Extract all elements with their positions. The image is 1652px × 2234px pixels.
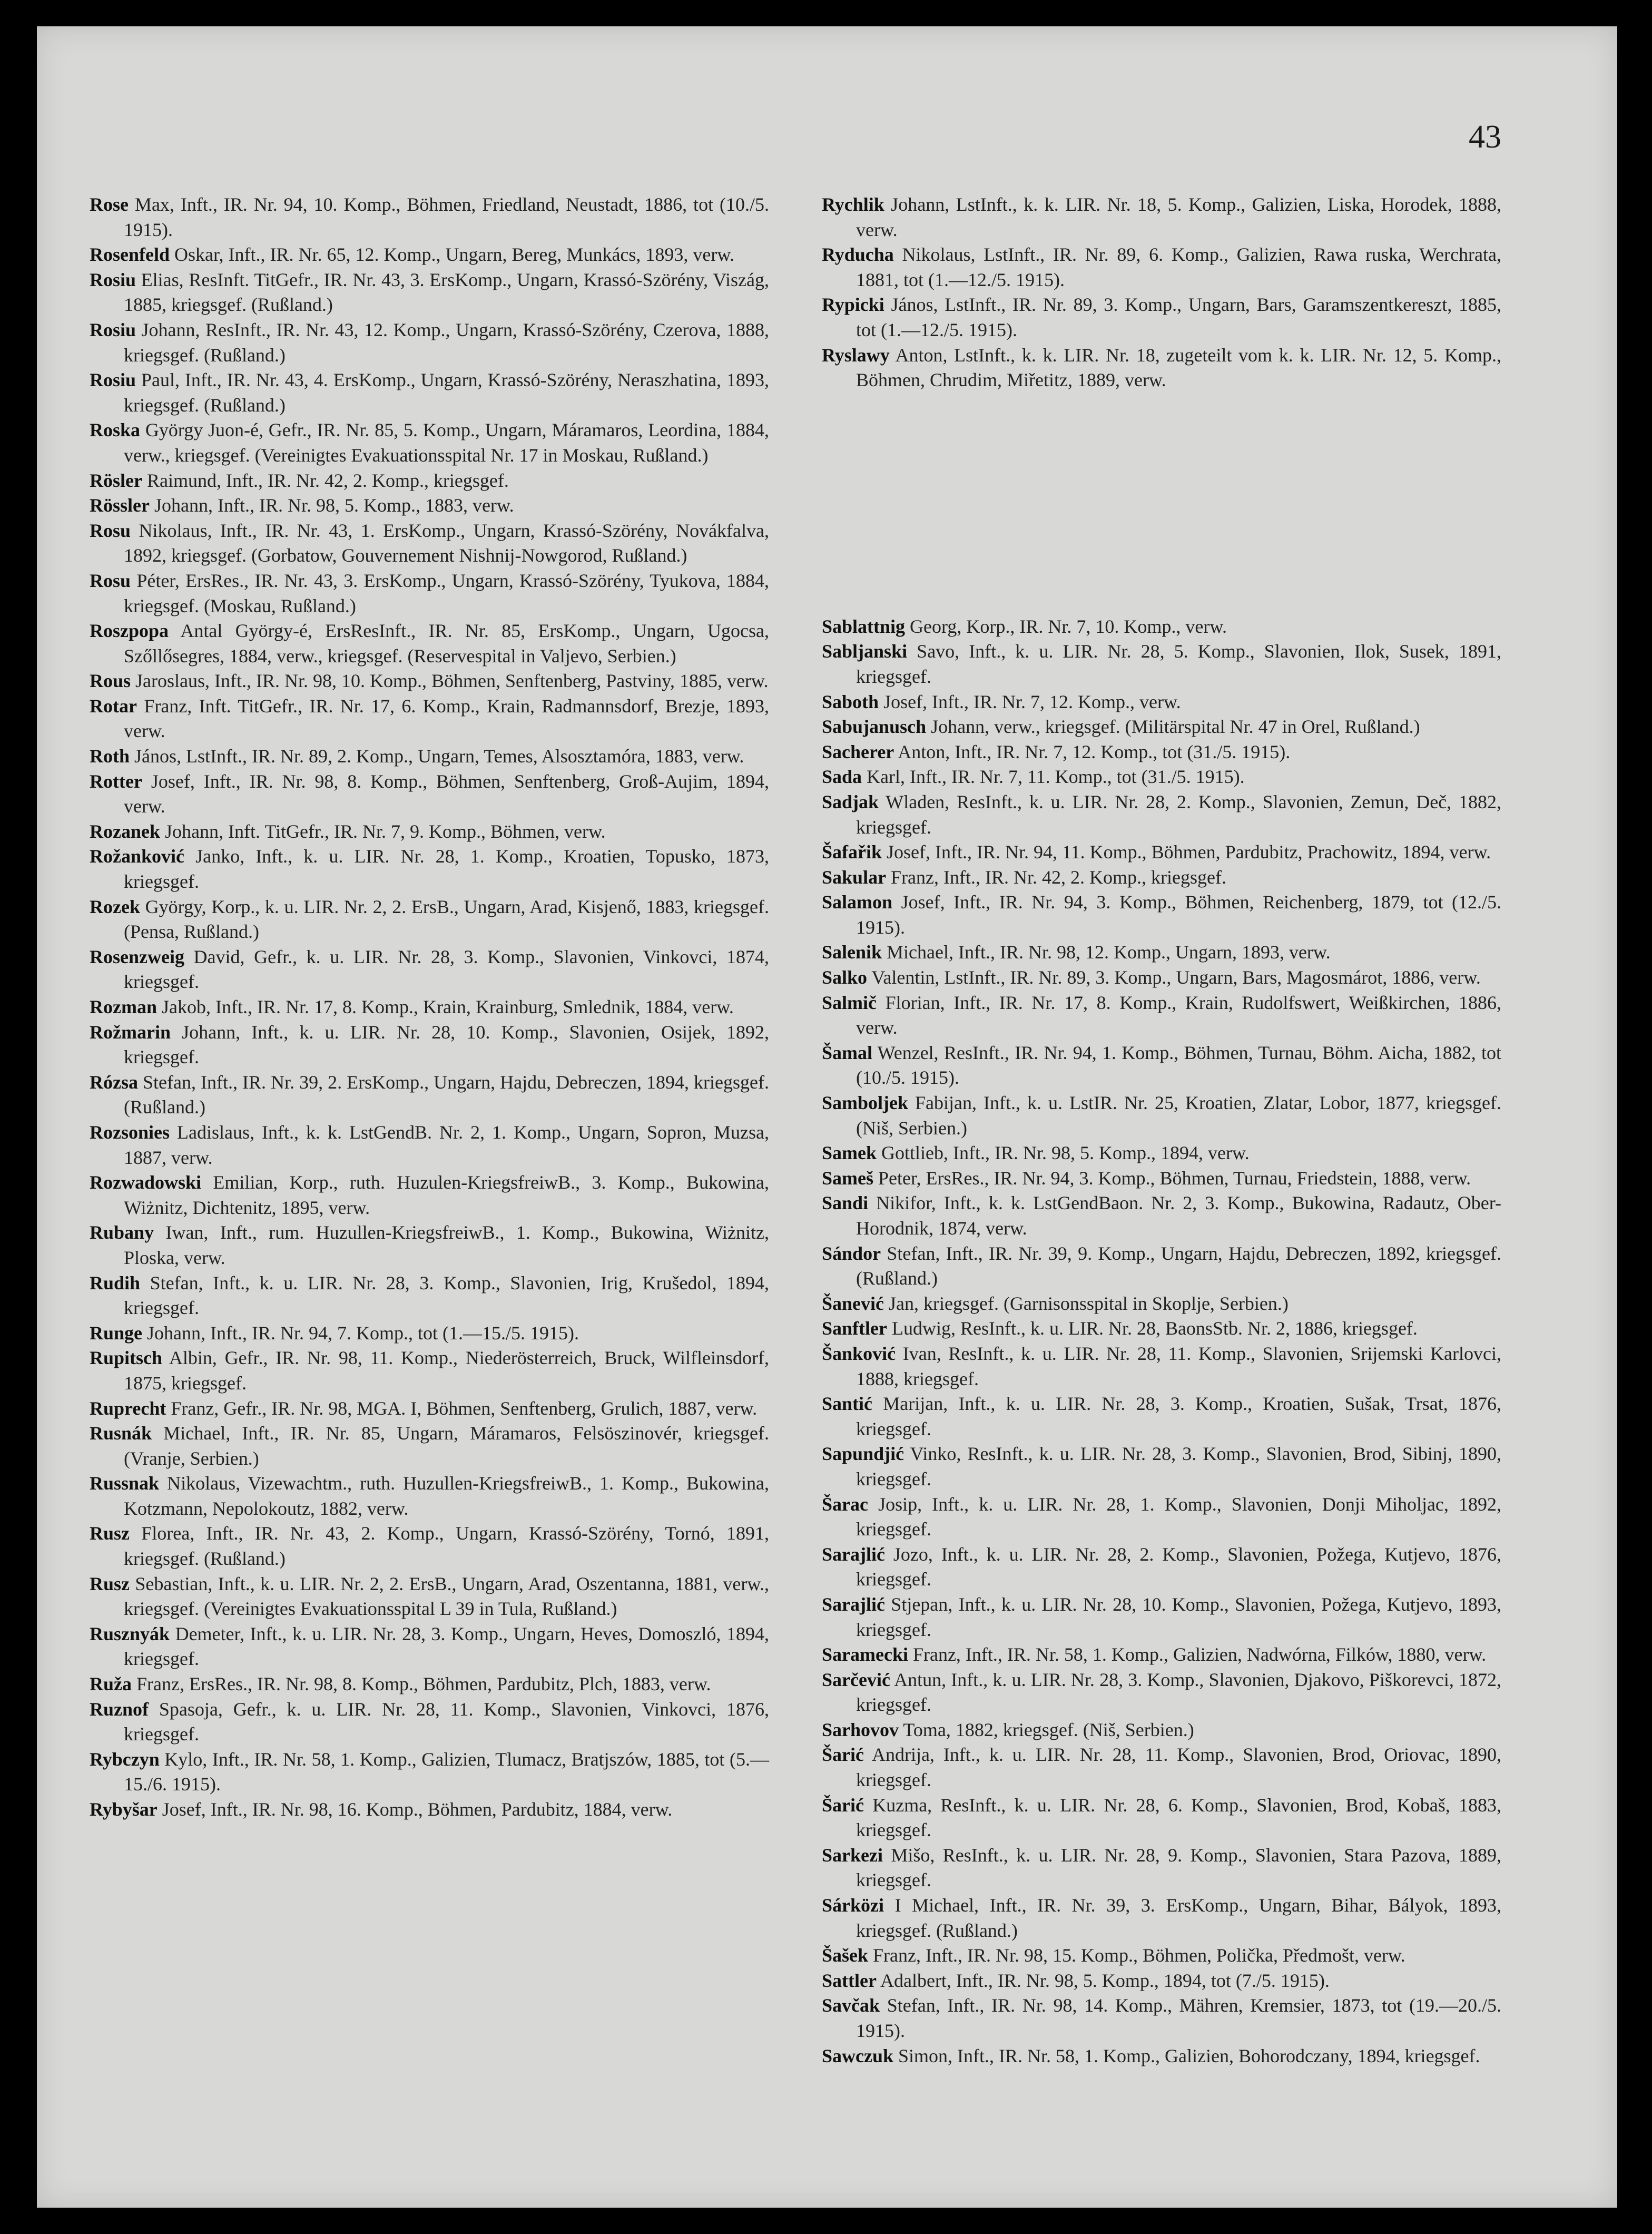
entry-surname: Sarajlić [822,1543,885,1565]
entry-details: Spasoja, Gefr., k. u. LIR. Nr. 28, 11. Komp., Slavonien, Vinkovci, 1876, kriegsgef. [124,1698,769,1745]
entry-details: Toma, 1882, kriegsgef. (Niš, Serbien.) [899,1719,1194,1740]
entry-details: Raimund, Inft., IR. Nr. 42, 2. Komp., kriegsgef. [142,469,509,491]
entry-surname: Rozsonies [90,1121,170,1143]
page-number: 43 [1469,119,1501,155]
entry-surname: Roszpopa [90,620,169,642]
entry-details: Albin, Gefr., IR. Nr. 98, 11. Komp., Niederösterreich, Bruck, Wilfleinsdorf, 1875, kriegsgef. [124,1347,769,1394]
entry-details: Ludwig, ResInft., k. u. LIR. Nr. 28, BaonsStb. Nr. 2, 1886, kriegsgef. [887,1318,1418,1339]
entry-surname: Rozek [90,896,140,917]
right-column-r-entries [822,192,1501,393]
entry-details: Adalbert, Inft., IR. Nr. 98, 5. Komp., 1894, tot (7./5. 1915). [876,1970,1330,1991]
entry-surname: Sattler [822,1970,877,1991]
register-entry [822,965,1501,991]
entry-details: Stefan, Inft., IR. Nr. 39, 9. Komp., Ungarn, Hajdu, Debreczen, 1892, kriegsgef. (Rußland.) [856,1242,1501,1289]
register-entry [90,619,769,669]
register-entry [90,242,769,268]
register-entry [90,1572,769,1622]
entry-surname: Rosenzweig [90,946,184,967]
entry-surname: Sárközi [822,1895,884,1916]
entry-details: Franz, Inft., IR. Nr. 42, 2. Komp., kriegsgef. [886,866,1226,888]
entry-surname: Rosiu [90,319,136,340]
entry-details: Fabijan, Inft., k. u. LstIR. Nr. 25, Kroatien, Zlatar, Lobor, 1877, kriegsgef. (Niš, Serbien.) [856,1092,1501,1139]
entry-details: Stefan, Inft., IR. Nr. 39, 2. ErsKomp., Ungarn, Hajdu, Debreczen, 1894, kriegsgef. (Rußland.) [124,1071,769,1118]
register-entry [90,1797,769,1823]
entry-surname: Saramecki [822,1644,908,1665]
register-entry [90,368,769,418]
entry-surname: Rösler [90,469,142,491]
entry-details: Oskar, Inft., IR. Nr. 65, 12. Komp., Ungarn, Bereg, Munkács, 1893, verw. [170,244,735,266]
register-entry [822,1718,1501,1743]
register-entry [90,493,769,518]
register-entry [822,639,1501,689]
entry-details: Johann, Inft. TitGefr., IR. Nr. 7, 9. Komp., Böhmen, verw. [160,820,606,842]
register-entry [822,1542,1501,1592]
register-entry [90,995,769,1020]
register-entry [822,1742,1501,1792]
register-entry [822,614,1501,640]
entry-details: Sebastian, Inft., k. u. LIR. Nr. 2, 2. ErsB., Ungarn, Arad, Oszentanna, 1881, verw., kriegsgef. (Vereinigtes Evakuationsspital L 39 in Tula, Rußland.) [124,1573,769,1620]
entry-surname: Šašek [822,1945,869,1966]
entry-details: Johann, Inft., IR. Nr. 98, 5. Komp., 1883, verw. [149,495,514,516]
entry-surname: Salko [822,967,868,988]
entry-surname: Rychlik [822,194,884,215]
register-entry [90,769,769,819]
entry-surname: Rypicki [822,294,884,316]
register-entry [90,1697,769,1747]
register-entry [90,694,769,744]
entry-details: Ivan, ResInft., k. u. LIR. Nr. 28, 11. Komp., Slavonien, Srijemski Karlovci, 1888, kriegsgef. [856,1343,1501,1389]
entry-surname: Roth [90,746,130,767]
entry-surname: Šarić [822,1744,864,1766]
entry-details: Janko, Inft., k. u. LIR. Nr. 28, 1. Komp., Kroatien, Topusko, 1873, kriegsgef. [124,846,769,893]
register-entry [90,895,769,945]
register-entry [822,1191,1501,1241]
entry-details: Franz, Inft., IR. Nr. 58, 1. Komp., Galizien, Nadwórna, Filków, 1880, verw. [908,1644,1487,1665]
entry-surname: Salenik [822,942,882,963]
entry-details: Florian, Inft., IR. Nr. 17, 8. Komp., Krain, Rudolfswert, Weißkirchen, 1886, verw. [856,992,1501,1038]
register-entry [822,1668,1501,1718]
entry-surname: Rosenfeld [90,244,170,266]
entry-details: Simon, Inft., IR. Nr. 58, 1. Komp., Galizien, Bohorodczany, 1894, kriegsgef. [893,2045,1480,2066]
register-entry [822,1241,1501,1291]
entry-surname: Rosiu [90,369,136,391]
entry-details: Stefan, Inft., k. u. LIR. Nr. 28, 3. Komp., Slavonien, Irig, Krušedol, 1894, kriegsgef. [124,1272,769,1319]
register-entry [822,1442,1501,1492]
register-entry [90,1271,769,1321]
entry-details: Elias, ResInft. TitGefr., IR. Nr. 43, 3. ErsKomp., Ungarn, Krassó-Szörény, Viszág, 1885, kriegsgef. (Rußland.) [124,269,769,316]
entry-details: Vinko, ResInft., k. u. LIR. Nr. 28, 3. Komp., Slavonien, Brod, Sibinj, 1890, kriegsgef. [856,1443,1501,1490]
entry-surname: Sarkezi [822,1844,883,1866]
register-entry [822,1041,1501,1091]
entry-details: Wenzel, ResInft., IR. Nr. 94, 1. Komp., Böhmen, Turnau, Böhm. Aicha, 1882, tot (10./5. 1915). [856,1042,1501,1089]
register-entry [90,744,769,769]
entry-details: Valentin, LstInft., IR. Nr. 89, 3. Komp., Ungarn, Bars, Magosmárot, 1886, verw. [867,967,1481,988]
entry-details: János, LstInft., IR. Nr. 89, 2. Komp., Ungarn, Temes, Alsosztamóra, 1883, verw. [130,746,744,767]
entry-details: Iwan, Inft., rum. Huzullen-KriegsfreiwB., 1. Komp., Bukowina, Wiżnitz, Ploska, verw. [124,1222,769,1268]
register-entry [90,1220,769,1270]
entry-surname: Samboljek [822,1092,909,1114]
entry-details: Péter, ErsRes., IR. Nr. 43, 3. ErsKomp., Ungarn, Krassó-Szörény, Tyukova, 1884, kriegsgef. (Moskau, Rußland.) [124,570,769,616]
register-entry [822,343,1501,393]
register-entry [90,268,769,318]
right-column-s-entries [822,614,1501,2069]
entry-details: Franz, Gefr., IR. Nr. 98, MGA. I, Böhmen, Senftenberg, Grulich, 1887, verw. [166,1397,758,1419]
entry-details: Karl, Inft., IR. Nr. 7, 11. Komp., tot (31./5. 1915). [862,766,1245,788]
entry-details: Jan, kriegsgef. (Garnisonsspital in Skoplje, Serbien.) [884,1292,1289,1314]
entry-details: Wladen, ResInft., k. u. LIR. Nr. 28, 2. Komp., Slavonien, Zemun, Deč, 1882, kriegsgef. [856,791,1501,838]
entry-details: Antun, Inft., k. u. LIR. Nr. 28, 3. Komp., Slavonien, Djakovo, Piškorevci, 1872, kriegsgef. [856,1669,1501,1716]
entry-details: Andrija, Inft., k. u. LIR. Nr. 28, 11. Komp., Slavonien, Brod, Oriovac, 1890, kriegsgef. [856,1744,1501,1791]
entry-details: Ladislaus, Inft., k. k. LstGendB. Nr. 2, 1. Komp., Ungarn, Sopron, Muzsa, 1887, verw. [124,1121,769,1168]
register-entry [90,418,769,468]
entry-surname: Rose [90,194,129,215]
entry-surname: Rubany [90,1222,154,1243]
entry-details: Josef, Inft., IR. Nr. 98, 16. Komp., Böhmen, Pardubitz, 1884, verw. [157,1799,673,1820]
register-entry [822,991,1501,1041]
entry-surname: Samek [822,1142,877,1164]
entry-surname: Sarhovov [822,1719,899,1740]
entry-surname: Sapundjić [822,1443,904,1465]
register-entry [822,940,1501,965]
entry-surname: Saboth [822,691,879,712]
entry-details: Josef, Inft., IR. Nr. 98, 8. Komp., Böhmen, Senftenberg, Groß-Aujim, 1894, verw. [124,770,769,817]
document-page [37,26,1617,2208]
entry-surname: Šanković [822,1343,896,1364]
entry-surname: Sameš [822,1167,873,1189]
register-entry [822,1091,1501,1141]
entry-details: Anton, LstInft., k. k. LIR. Nr. 18, zugeteilt vom k. k. LIR. Nr. 12, 5. Komp., Böhmen, Chrudim, Miřetitz, 1889, verw. [856,344,1501,391]
entry-surname: Rudih [90,1272,141,1294]
register-entry [90,318,769,368]
register-entry [822,1316,1501,1341]
entry-details: Georg, Korp., IR. Nr. 7, 10. Komp., verw. [905,615,1227,637]
left-column [90,192,769,1823]
entry-surname: Sacherer [822,741,894,762]
register-entry [822,790,1501,840]
register-entry [822,1341,1501,1392]
register-entry [822,1968,1501,1994]
entry-details: Emilian, Korp., ruth. Huzulen-KriegsfreiwB., 3. Komp., Bukowina, Wiżnitz, Dichtenitz, 1895, verw. [124,1172,769,1218]
entry-details: Savo, Inft., k. u. LIR. Nr. 28, 5. Komp., Slavonien, Ilok, Susek, 1891, kriegsgef. [856,641,1501,687]
entry-surname: Rotar [90,695,137,717]
entry-surname: Runge [90,1322,143,1344]
register-entry [822,1993,1501,2043]
entry-surname: Rosu [90,570,131,591]
register-entry [822,740,1501,765]
register-entry [822,1793,1501,1843]
register-entry [90,669,769,694]
entry-surname: Rosiu [90,269,136,290]
register-entry [90,518,769,569]
entry-details: Nikolaus, Inft., IR. Nr. 43, 1. ErsKomp., Ungarn, Krassó-Szörény, Novákfalva, 1892, kriegsgef. (Gorbatow, Gouvernement Nishnij-Nowgorod, Rußland.) [124,520,769,566]
entry-details: Johann, LstInft., k. k. LIR. Nr. 18, 5. Komp., Galizien, Liska, Horodek, 1888, verw. [856,194,1501,240]
entry-details: Antal György-é, ErsResInft., IR. Nr. 85, ErsKomp., Ungarn, Ugocsa, Szőllősegres, 1884, verw., kriegsgef. (Reservespital in Valjevo, Serbien.) [124,620,769,667]
register-entry [822,1843,1501,1893]
entry-surname: Rožmarin [90,1021,171,1043]
entry-details: Stjepan, Inft., k. u. LIR. Nr. 28, 10. Komp., Slavonien, Požega, Kutjevo, 1893, kriegsgef. [856,1593,1501,1640]
entry-surname: Salmič [822,992,877,1013]
entry-details: Peter, ErsRes., IR. Nr. 94, 3. Komp., Böhmen, Turnau, Friedstein, 1888, verw. [873,1167,1471,1189]
entry-details: Michael, Inft., IR. Nr. 85, Ungarn, Máramaros, Felsöszinovér, kriegsgef. (Vranje, Serbien.) [124,1423,769,1469]
entry-surname: Šafařik [822,841,882,863]
register-entry [90,844,769,894]
entry-details: Nikolaus, Vizewachtm., ruth. Huzullen-KriegsfreiwB., 1. Komp., Bukowina, Kotzmann, Nepolokoutz, 1882, verw. [124,1473,769,1519]
entry-surname: Sadjak [822,791,879,812]
entry-surname: Santić [822,1393,873,1415]
entry-details: György Juon-é, Gefr., IR. Nr. 85, 5. Komp., Ungarn, Máramaros, Leordina, 1884, verw., kriegsgef. (Vereinigtes Evakuationsspital Nr. 17 in Moskau, Rußland.) [124,419,769,466]
entry-details: Jaroslaus, Inft., IR. Nr. 98, 10. Komp., Böhmen, Senftenberg, Pastviny, 1885, verw. [131,670,769,692]
register-entry [90,1020,769,1070]
entry-surname: Ryducha [822,244,894,266]
register-entry [90,1471,769,1521]
entry-details: Jakob, Inft., IR. Nr. 17, 8. Komp., Krain, Krainburg, Smlednik, 1884, verw. [157,996,734,1017]
entry-details: Josef, Inft., IR. Nr. 94, 3. Komp., Böhmen, Reichenberg, 1879, tot (12./5. 1915). [856,891,1501,938]
register-entry [90,1321,769,1346]
entry-surname: Ryslawy [822,344,890,366]
entry-details: Stefan, Inft., IR. Nr. 98, 14. Komp., Mähren, Kremsier, 1873, tot (19.—20./5. 1915). [856,1995,1501,2041]
entry-details: Kuzma, ResInft., k. u. LIR. Nr. 28, 6. Komp., Slavonien, Brod, Kobaš, 1883, kriegsgef. [856,1794,1501,1841]
entry-details: Franz, ErsRes., IR. Nr. 98, 8. Komp., Böhmen, Pardubitz, Plch, 1883, verw. [132,1673,711,1695]
entry-details: Mišo, ResInft., k. u. LIR. Nr. 28, 9. Komp., Slavonien, Stara Pazova, 1889, kriegsgef. [856,1844,1501,1891]
entry-details: Gottlieb, Inft., IR. Nr. 98, 5. Komp., 1894, verw. [877,1142,1250,1164]
register-entry [90,945,769,995]
register-entry [822,1492,1501,1542]
entry-details: Anton, Inft., IR. Nr. 7, 12. Komp., tot (31./5. 1915). [894,741,1291,762]
register-entry [90,1521,769,1571]
register-entry [90,569,769,619]
register-entry [90,1622,769,1672]
entry-surname: Sabujanusch [822,716,927,738]
register-entry [90,1346,769,1396]
entry-details: Johann, Inft., IR. Nr. 94, 7. Komp., tot (1.—15./5. 1915). [142,1322,579,1344]
register-entry [90,1396,769,1422]
entry-surname: Rotter [90,770,142,792]
register-entry [822,765,1501,790]
register-entry [822,1642,1501,1668]
entry-details: Johann, ResInft., IR. Nr. 43, 12. Komp., Ungarn, Krassó-Szörény, Czerova, 1888, kriegsgef. (Rußland.) [124,319,769,366]
register-entry [90,1170,769,1220]
register-entry [822,192,1501,242]
entry-surname: Ruža [90,1673,132,1695]
entry-details: Josef, Inft., IR. Nr. 94, 11. Komp., Böhmen, Pardubitz, Prachowitz, 1894, verw. [882,841,1491,863]
entry-surname: Sada [822,766,862,788]
entry-details: Marijan, Inft., k. u. LIR. Nr. 28, 3. Komp., Kroatien, Sušak, Trsat, 1876, kriegsgef. [856,1393,1501,1439]
entry-surname: Sabljanski [822,641,908,662]
register-entry [822,714,1501,740]
entry-surname: Rybyšar [90,1799,158,1820]
register-entry [822,865,1501,890]
entry-details: Florea, Inft., IR. Nr. 43, 2. Komp., Ungarn, Krassó-Szörény, Tornó, 1891, kriegsgef. (Rußland.) [124,1523,769,1570]
register-entry [822,1893,1501,1943]
register-entry [822,890,1501,940]
entry-surname: Rozman [90,996,157,1017]
entry-surname: Rous [90,670,131,692]
register-entry [822,1166,1501,1191]
register-entry [822,1943,1501,1968]
register-entry [822,690,1501,715]
entry-surname: Rusznyák [90,1623,170,1644]
register-entry [90,1747,769,1797]
entry-details: Franz, Inft., IR. Nr. 98, 15. Komp., Böhmen, Polička, Předmošt, verw. [868,1945,1405,1966]
entry-surname: Ruznof [90,1698,149,1720]
entry-details: Jozo, Inft., k. u. LIR. Nr. 28, 2. Komp., Slavonien, Požega, Kutjevo, 1876, kriegsgef. [856,1543,1501,1590]
entry-details: Nikolaus, LstInft., IR. Nr. 89, 6. Komp., Galizien, Rawa ruska, Werchrata, 1881, tot (1.—12./5. 1915). [856,244,1501,290]
entry-surname: Šamal [822,1042,873,1063]
entry-details: David, Gefr., k. u. LIR. Nr. 28, 3. Komp., Slavonien, Vinkovci, 1874, kriegsgef. [124,946,769,993]
register-entry [90,1120,769,1170]
entry-details: Johann, Inft., k. u. LIR. Nr. 28, 10. Komp., Slavonien, Osijek, 1892, kriegsgef. [124,1021,769,1068]
entry-surname: Rozwadowski [90,1172,202,1193]
entry-details: Nikifor, Inft., k. k. LstGendBaon. Nr. 2, 3. Komp., Bukowina, Radautz, Ober-Horodnik, 1874, verw. [856,1192,1501,1239]
entry-surname: Sarčević [822,1669,890,1690]
entry-details: Michael, Inft., IR. Nr. 98, 12. Komp., Ungarn, 1893, verw. [882,942,1331,963]
entry-surname: Rózsa [90,1071,138,1093]
entry-details: Max, Inft., IR. Nr. 94, 10. Komp., Böhmen, Friedland, Neustadt, 1886, tot (10./5. 1915). [124,194,769,240]
entry-surname: Rožanković [90,846,184,867]
entry-surname: Rusz [90,1573,130,1594]
entry-details: I Michael, Inft., IR. Nr. 39, 3. ErsKomp., Ungarn, Bihar, Bályok, 1893, kriegsgef. (Rußland.) [856,1895,1501,1941]
entry-details: György, Korp., k. u. LIR. Nr. 2, 2. ErsB., Ungarn, Arad, Kisjenő, 1883, kriegsgef. (Pensa, Rußland.) [124,896,769,943]
entry-surname: Rozanek [90,820,160,842]
entry-details: János, LstInft., IR. Nr. 89, 3. Komp., Ungarn, Bars, Garamszentkereszt, 1885, tot (1.—12./5. 1915). [856,294,1501,340]
register-entry [822,2044,1501,2069]
entry-surname: Šarac [822,1493,868,1515]
register-entry [822,1392,1501,1442]
register-entry [90,1421,769,1471]
entry-surname: Rybczyn [90,1748,160,1770]
entry-surname: Rössler [90,495,150,516]
entry-surname: Salamon [822,891,893,913]
entry-surname: Rupitsch [90,1347,163,1369]
entry-surname: Sanftler [822,1318,887,1339]
register-entry [822,292,1501,342]
register-entry [90,819,769,845]
register-entry [822,1592,1501,1642]
register-entry [822,242,1501,292]
entry-details: Kylo, Inft., IR. Nr. 58, 1. Komp., Galizien, Tlumacz, Bratjszów, 1885, tot (5.—15./6. 1915). [124,1748,769,1795]
right-column [822,192,1501,2069]
entry-surname: Šanević [822,1292,884,1314]
entry-details: Josip, Inft., k. u. LIR. Nr. 28, 1. Komp., Slavonien, Donji Miholjac, 1892, kriegsgef. [856,1493,1501,1540]
entry-details: Josef, Inft., IR. Nr. 7, 12. Komp., verw. [879,691,1181,712]
entry-surname: Šarić [822,1794,864,1816]
entry-surname: Rosu [90,520,131,541]
register-entry [90,1672,769,1697]
entry-details: Franz, Inft. TitGefr., IR. Nr. 17, 6. Komp., Krain, Radmannsdorf, Brezje, 1893, verw. [124,695,769,742]
entry-surname: Russnak [90,1473,160,1494]
register-entry [822,1291,1501,1317]
entry-surname: Sawczuk [822,2045,894,2066]
register-entry [822,840,1501,865]
entry-surname: Sándor [822,1242,881,1264]
entry-details: Paul, Inft., IR. Nr. 43, 4. ErsKomp., Ungarn, Krassó-Szörény, Neraszhatina, 1893, kriegsgef. (Rußland.) [124,369,769,416]
entry-details: Johann, verw., kriegsgef. (Militärspital Nr. 47 in Orel, Rußland.) [926,716,1420,738]
entry-surname: Savčak [822,1995,880,2016]
entry-surname: Sandi [822,1192,869,1214]
entry-surname: Rusz [90,1523,130,1544]
register-entry [822,1141,1501,1166]
register-entry [90,192,769,242]
entry-surname: Sakular [822,866,887,888]
entry-surname: Roska [90,419,141,441]
register-entry [90,468,769,494]
section-gap [822,393,1501,614]
entry-surname: Sarajlić [822,1593,885,1615]
entry-details: Demeter, Inft., k. u. LIR. Nr. 28, 3. Komp., Ungarn, Heves, Domoszló, 1894, kriegsgef. [124,1623,769,1670]
entry-surname: Rusnák [90,1423,152,1444]
register-entry [90,1070,769,1120]
entry-surname: Ruprecht [90,1397,166,1419]
entry-surname: Sablattnig [822,615,906,637]
